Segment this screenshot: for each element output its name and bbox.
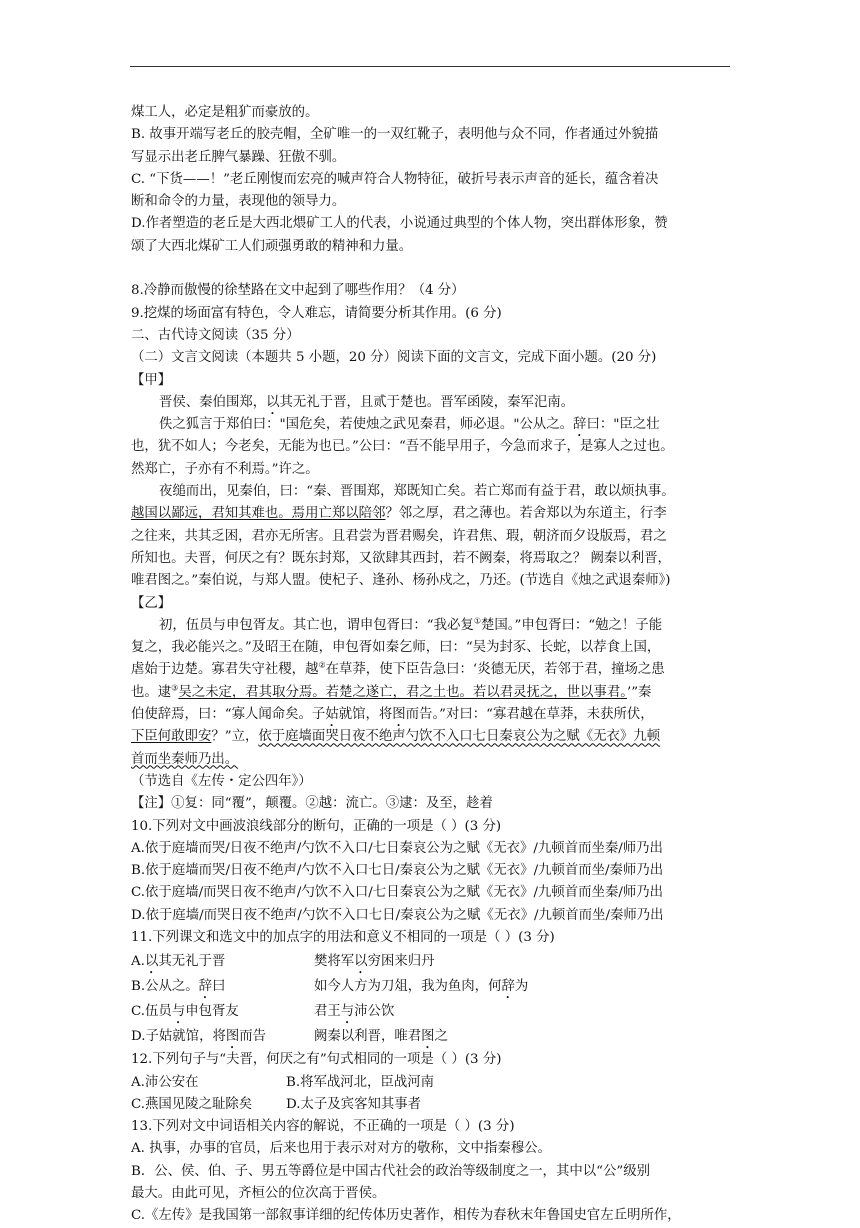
passage-line: 唯君图之。”秦伯说，与郑人盟。使杞子、逢孙、杨孙戍之，乃还。(节选自《烛之武退秦师》) bbox=[131, 573, 671, 589]
option-d: D.依于庭墙/而哭日夜不绝声/勺饮不入口七日/秦哀公为之赋《无衣》/九顿首而坐/秦师乃出 bbox=[131, 907, 664, 923]
notes: 【注】①复：同“覆”，颠覆。②越：流亡。③逮：及至，趁着 bbox=[131, 796, 493, 812]
passage-jia-label: 【甲】 bbox=[131, 372, 172, 388]
option-d: D.子姑就馆，将图而告 阙秦以利晋，唯君图之 bbox=[131, 1029, 448, 1045]
option-c: C.伍员与申包胥友 君王与沛公饮 bbox=[131, 1004, 395, 1020]
option-a: A.以其无礼于晋 樊将军以穷困来归丹 bbox=[131, 954, 435, 970]
question-13: 13.下列对文中词语相关内容的解说，不正确的一项是（ ）(3 分) bbox=[131, 1119, 515, 1135]
passage-line: 伯使辞焉，曰：“寡人闻命矣。子姑就馆，将图而告。”对曰：“寡君越在草莽，未获所伏， bbox=[131, 707, 654, 723]
option-b: B．公、侯、伯、子、男五等爵位是中国古代社会的政治等级制度之一，其中以“公”级别 bbox=[131, 1163, 650, 1179]
document-body bbox=[131, 102, 731, 1228]
passage-line: 越国以鄙远，君知其难也。焉用亡郑以陪邻？邻之厚，君之薄也。若舍郑以为东道主，行李 bbox=[131, 506, 667, 522]
passage-line: 所知也。夫晋，何厌之有？既东封郑，又欲肆其西封，若不阙秦，将焉取之？ 阙秦以利晋， bbox=[131, 550, 671, 566]
question-12: 12.下列句子与“夫晋，何厌之有”句式相同的一项是（ ）(3 分) bbox=[131, 1052, 502, 1068]
question-10: 10.下列对文中画波浪线部分的断句，正确的一项是（ ）(3 分) bbox=[131, 818, 502, 834]
text-line: 断和命令的力量，表现他的领导力。 bbox=[131, 194, 346, 210]
question-11: 11.下列课文和选文中的加点字的用法和意义不相同的一项是（ ）(3 分) bbox=[131, 929, 555, 945]
option-a: A. 执事，办事的官员，后来也用于表示对对方的敬称，文中指秦穆公。 bbox=[131, 1141, 551, 1157]
passage-yi-label: 【乙】 bbox=[131, 595, 172, 611]
options-cd: C.燕国见陵之耻除矣 D.太子及宾客知其事者 bbox=[131, 1096, 422, 1112]
option-b: B.公从之。辞曰 如今人方为刀俎，我为鱼肉，何辞为 bbox=[131, 979, 529, 995]
text-line: 颂了大西北煤矿工人们顽强勇敢的精神和力量。 bbox=[131, 238, 413, 254]
header-rule bbox=[130, 66, 730, 67]
text-line: D.作者塑造的老丘是大西北煨矿工人的代表，小说通过典型的个体人物，突出群体形象，赞 bbox=[131, 216, 668, 232]
passage-line: 复之，我必能兴之。”及昭王在随，申包胥如秦乞师，曰：“吴为封豕、长蛇，以荐食上国， bbox=[131, 640, 661, 656]
passage-line: 也。逮③吴之未定，君其取分焉。若楚之遂亡，君之土也。若以君灵抚之，世以事君。’”秦 bbox=[131, 683, 652, 700]
passage-line: 佚之狐言于郑伯曰："国危矣，若使烛之武见秦君，师必退。"公从之。辞曰："臣之壮 bbox=[159, 417, 660, 433]
option-c: C.《左传》是我国第一部叙事详细的纪传体历史著作，相传为春秋末年鲁国史官左丘明所作， bbox=[131, 1208, 681, 1224]
passage-line: 下臣何敢即安？”立，依于庭墙面哭日夜不绝声勺饮不入口七日秦哀公为之赋《无衣》九顿 bbox=[131, 729, 661, 745]
passage-line: 之往来，共其乏困，君亦无所害。且君尝为晋君赐矣，许君焦、瑕，朝济而夕设版焉，君之 bbox=[131, 528, 667, 544]
text-line bbox=[131, 258, 731, 280]
passage-line: 首而坐秦师乃出。 bbox=[131, 751, 239, 767]
text-line: 煤工人，必定是粗犷而豪放的。 bbox=[131, 105, 319, 120]
passage-line: 初，伍员与申包胥友。其亡也，谓申包胥曰：“我必复①楚国。”申包胥曰：“勉之！子能 bbox=[159, 616, 663, 633]
passage-source: （节选自《左传・定公四年》） bbox=[131, 773, 312, 789]
text-line: B. 故事开端写老丘的胶壳帽，全矿唯一的一双红靴子，表明他与众不同，作者通过外貌描 bbox=[131, 127, 659, 143]
option-c: C.依于庭墙/而哭日夜不绝声/勺饮不入口/七日秦哀公为之赋《无衣》/九顿首而坐秦/师乃出 bbox=[131, 885, 664, 901]
option-b: B.依于庭墙而哭/日夜不绝声/勺饮不入口七日/秦哀公为之赋《无衣》/九顿首而坐/秦师乃出 bbox=[131, 863, 664, 879]
section-heading: 二、古代诗文阅读（35 分） bbox=[131, 327, 300, 343]
options-ab: A.沛公安在 B.将军战河北，臣战河南 bbox=[131, 1074, 435, 1090]
passage-line: 晋侯、秦伯围郑，以其无礼于晋，且贰于楚也。晋军函陵，秦军汜南。 bbox=[159, 394, 575, 410]
passage-line: 也，犹不如人；今老矣，无能为也已。”公曰：“吾不能早用子，今急而求子，是寡人之过也。 bbox=[131, 439, 674, 455]
question-8: 8.冷静而傲慢的徐埜路在文中起到了哪些作用？（4 分） bbox=[131, 283, 465, 299]
option-b-cont: 最大。由此可见，齐桓公的位次高于晋侯。 bbox=[131, 1186, 386, 1202]
passage-line: 虐始于边楚。寡君失守社稷，越②在草莽，使下臣告急曰：‘炎德无厌，若邻于君，撞场之患 bbox=[131, 660, 665, 678]
option-a: A.依于庭墙而哭/日夜不绝声/勺饮不入口/七日秦哀公为之赋《无衣》/九顿首而坐秦/师乃出 bbox=[131, 840, 663, 856]
passage-line: 夜缒而出，见秦伯，曰：“秦、晋围郑，郑既知亡矣。若亡郑而有益于君，敢以烦执事。 bbox=[159, 484, 675, 500]
text-line: C. “下货——！”老丘刚愎而宏亮的喊声符合人物特征，破折号表示声音的延长，蕴含着决 bbox=[131, 171, 659, 187]
question-9: 9.挖煤的场面富有特色，令人难忘，请简要分析其作用。(6 分) bbox=[131, 305, 502, 321]
passage-line: 然郑亡，子亦有不利焉。”许之。 bbox=[131, 461, 319, 477]
subsection-heading: （二）文言文阅读（本题共 5 小题，20 分）阅读下面的文言文，完成下面小题。(20 分) bbox=[131, 350, 657, 366]
text-line: 写显示出老丘脾气暴躁、狂傲不驯。 bbox=[131, 149, 346, 165]
